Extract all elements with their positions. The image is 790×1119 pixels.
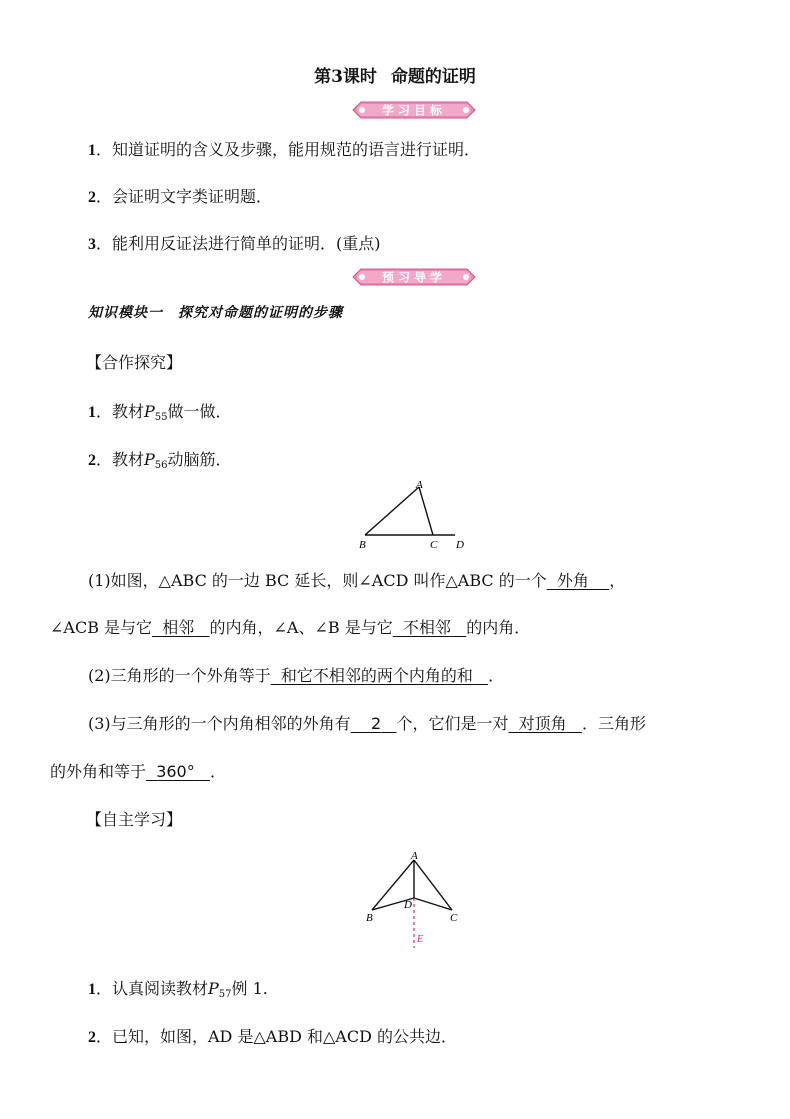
q1-answer-2: 相邻 [162,618,195,637]
objective-2-text: ．会证明文字类证明题． [96,187,273,206]
vertex-label-d: D [456,539,464,550]
question-2 [88,663,504,686]
coop-header: 【合作探究】 [86,353,183,372]
vertex-label-b: B [359,539,366,550]
vertex-label-c: C [430,539,438,550]
objective-3-text: ．能利用反证法进行简单的证明．(重点) [96,234,381,253]
page-ref-number: 57 [218,989,232,1000]
q1-answer-1: 外角 [556,571,589,590]
page-ref-letter: P [208,979,219,998]
side-ab [365,487,419,535]
objective-2 [88,184,272,207]
coop-item-1 [88,399,232,423]
q3-text-2: 个，它们是一对 [396,714,509,733]
q2-text-2: ． [488,666,505,685]
q3-answer-2: 对顶角 [518,714,567,733]
self-item-1 [88,976,268,1000]
segment-cd [414,898,452,910]
quadrilateral-figure [360,848,466,950]
q1-text-2: ， [609,571,626,590]
banner-ribbon-icon [351,101,477,119]
lesson-topic: 命题的证明 [390,67,476,87]
q3-text-4: 的外角和等于 [50,762,147,781]
preview-banner-label: 预习导学 [381,270,447,285]
objective-1-text: ．知道证明的含义及步骤，能用规范的语言进行证明． [96,140,481,159]
vertex-label-d: D [404,899,412,911]
objective-1 [88,137,480,160]
q3-answer-3: 360° [156,762,195,781]
self-item-2-text: ．已知，如图，AD 是△ABD 和△ACD 的公共边． [96,1027,458,1046]
self-item-1-number: 1 [88,981,96,998]
objectives-banner-label: 学习目标 [381,103,447,118]
page-ref-number: 55 [154,412,168,423]
coop-item-1-number: 1 [88,404,96,421]
q3-answer-1: 2 [371,714,382,733]
q3-text-1: (3)与三角形的一个内角相邻的外角有 [88,714,351,733]
objective-3-number: 3 [88,236,96,253]
page-ref-letter: P [144,450,155,469]
self-item-1-post: 例 1. [231,979,268,998]
preview-banner [351,268,477,286]
vertex-label-e: E [417,934,424,945]
q2-answer-1: 和它不相邻的两个内角的和 [280,666,473,685]
q1-text-1: (1)如图，△ABC 的一边 BC 延长，则∠ACD 叫作△ABC 的一个 [88,571,547,590]
self-item-1-pre: ．认真阅读教材 [96,979,209,998]
q1-text-4: 的内角，∠A、∠B 是与它 [209,618,393,637]
banner-ribbon-icon [351,268,477,286]
q1-text-3: ∠ACB 是与它 [50,618,153,637]
page-ref-number: 56 [154,460,168,471]
coop-item-1-post: 做一做． [167,402,232,421]
question-3-line-2 [50,759,226,782]
vertex-label-b: B [366,912,373,924]
lesson-number: 第3课时 [314,67,377,87]
side-ac [419,487,433,535]
question-1-line-1 [88,568,625,591]
self-item-2-number: 2 [88,1029,96,1046]
q2-text-1: (2)三角形的一个外角等于 [88,666,271,685]
coop-item-2 [88,447,232,471]
vertex-label-a: A [411,850,418,862]
objective-2-number: 2 [88,189,96,206]
q1-answer-3: 不相邻 [402,618,451,637]
coop-item-2-number: 2 [88,452,96,469]
q3-text-3: ．三角形 [581,714,646,733]
page-ref-letter: P [144,402,155,421]
objectives-banner [351,101,477,119]
q3-text-5: ． [210,762,227,781]
coop-item-1-pre: ．教材 [96,402,145,421]
segment-ac [414,860,452,910]
self-item-2 [88,1024,457,1047]
coop-item-2-pre: ．教材 [96,450,145,469]
question-3-line-1 [88,711,646,734]
vertex-label-c: C [450,912,458,924]
triangle-figure [355,478,475,550]
objective-1-number: 1 [88,142,96,159]
self-study-header: 【自主学习】 [86,810,183,829]
q1-text-5: 的内角． [466,618,531,637]
question-1-line-2 [50,615,530,638]
module-title: 知识模块一 探究对命题的证明的步骤 [88,305,343,321]
vertex-label-a: A [416,479,423,491]
objective-3 [88,231,381,254]
coop-item-2-post: 动脑筋． [167,450,232,469]
page-title [0,62,790,87]
